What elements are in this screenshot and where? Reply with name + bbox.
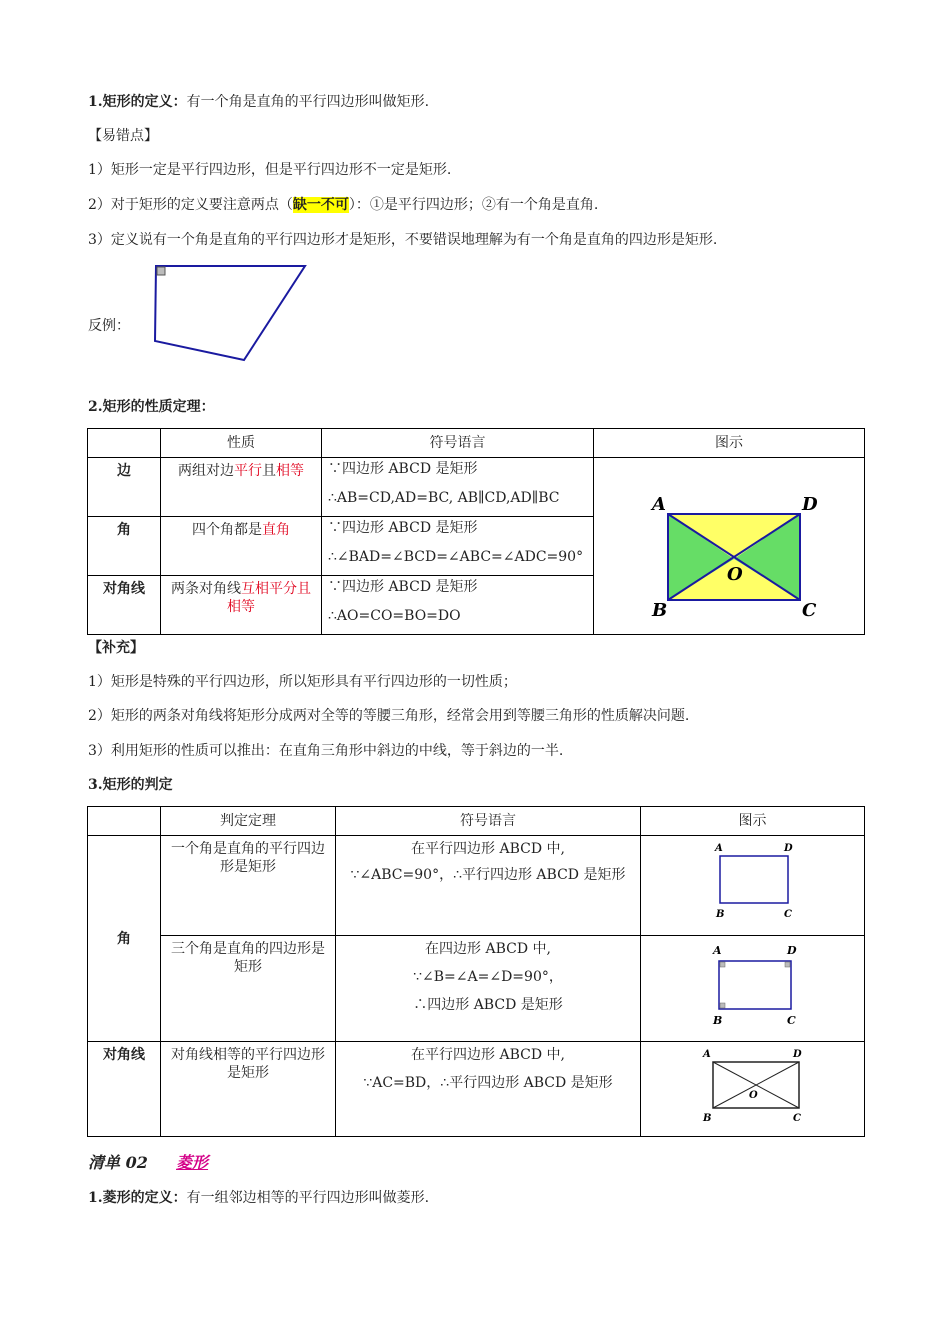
properties-header-blank	[88, 429, 161, 458]
criteria-2-sym-1: 在四边形 ABCD 中,	[425, 941, 551, 957]
criteria-1-symbol	[336, 836, 641, 936]
c3-label-c: C	[793, 1113, 801, 1124]
criteria-header-theorem: 判定定理	[161, 807, 336, 836]
c3-label-a: A	[703, 1049, 711, 1060]
side-prop-and: 且	[262, 463, 276, 479]
criteria-title: 3.矩形的判定	[88, 777, 173, 793]
criteria-2-figure-cell	[641, 936, 865, 1042]
error-point-3: 3）定义说有一个角是直角的平行四边形才是矩形，不要错误地理解为有一个角是直角的四边形是矩形.	[88, 232, 718, 248]
figure-label-c: C	[802, 600, 817, 621]
highlight-indispensable: 缺一不可	[292, 197, 349, 213]
diag-sym-1: ∵四边形 ABCD 是矩形	[328, 579, 478, 595]
supplement-3: 3）利用矩形的性质可以推出：在直角三角形中斜边的中线，等于斜边的一半.	[88, 743, 564, 759]
row-side-label: 边	[88, 458, 161, 517]
properties-table	[87, 428, 865, 635]
criteria-header-figure: 图示	[641, 807, 865, 836]
criteria-3-theorem: 对角线相等的平行四边形是矩形	[161, 1042, 336, 1137]
criteria-1-figure	[641, 836, 863, 932]
list-02-name: 菱形	[176, 1153, 209, 1172]
criteria-3-symbol	[336, 1042, 641, 1137]
diag-prop-b: 互相平分且相等	[227, 581, 311, 615]
criteria-1-sym-1: 在平行四边形 ABCD 中,	[411, 841, 565, 857]
error-point-2-post: ）：①是平行四边形；②有一个角是直角.	[348, 197, 599, 213]
error-point-2-pre: 2）对于矩形的定义要注意两点（	[88, 197, 293, 213]
row-diagonal-symbol	[322, 576, 594, 635]
criteria-3-sym-2: ∵AC=BD，∴平行四边形 ABCD 是矩形	[363, 1075, 613, 1091]
rect-definition-title: 1.矩形的定义：	[88, 94, 187, 110]
properties-header-property: 性质	[161, 429, 322, 458]
angle-sym-1: ∵四边形 ABCD 是矩形	[328, 520, 478, 536]
side-sym-2: ∴AB=CD,AD=BC, AB∥CD,AD∥BC	[328, 490, 560, 506]
rhombus-definition-title: 1.菱形的定义：	[88, 1190, 187, 1206]
rhombus-definition-text: 有一组邻边相等的平行四边形叫做菱形.	[186, 1190, 430, 1206]
c1-label-d: D	[784, 843, 793, 854]
supplement-1: 1）矩形是特殊的平行四边形，所以矩形具有平行四边形的一切性质；	[88, 674, 517, 690]
criteria-2-sym-2: ∵∠B=∠A=∠D=90°，	[413, 969, 563, 985]
counterexample-label: 反例：	[88, 318, 130, 334]
supplement-heading: 【补充】	[88, 640, 144, 656]
criteria-2-symbol	[336, 936, 641, 1042]
criteria-2-theorem: 三个角是直角的四边形是矩形	[161, 936, 336, 1042]
c3-label-d: D	[793, 1049, 802, 1060]
side-prop-equal: 相等	[276, 463, 304, 479]
criteria-diagonal-label: 对角线	[88, 1042, 161, 1137]
figure-label-o: O	[727, 564, 743, 585]
side-prop-parallel: 平行	[234, 463, 262, 479]
rectangle-diagonals-figure	[594, 460, 864, 632]
list-02-heading	[88, 1151, 208, 1175]
angle-sym-2: ∴∠BAD=∠BCD=∠ABC=∠ADC=90°	[328, 549, 584, 565]
properties-header-figure: 图示	[594, 429, 865, 458]
supplement-2: 2）矩形的两条对角线将矩形分成两对全等的等腰三角形，经常会用到等腰三角形的性质解决问题.	[88, 708, 690, 724]
error-points-heading: 【易错点】	[88, 128, 158, 144]
c3-label-o: O	[749, 1090, 758, 1101]
criteria-1-theorem: 一个角是直角的平行四边形是矩形	[161, 836, 336, 936]
figure-label-d: D	[802, 494, 818, 515]
criteria-table	[87, 806, 865, 1137]
criteria-3-figure	[641, 1042, 863, 1134]
c1-label-c: C	[784, 909, 792, 920]
list-02-prefix: 清单 02	[88, 1153, 148, 1172]
criteria-2-figure	[641, 936, 863, 1038]
c2-label-b: B	[713, 1014, 723, 1027]
criteria-header-symbol: 符号语言	[336, 807, 641, 836]
angle-prop-a: 四个角都是	[192, 522, 262, 538]
criteria-3-figure-cell	[641, 1042, 865, 1137]
figure-label-b: B	[652, 600, 668, 621]
criteria-1-figure-cell	[641, 836, 865, 936]
diag-prop-a: 两条对角线	[171, 581, 241, 597]
c2-label-d: D	[787, 944, 797, 957]
error-point-1: 1）矩形一定是平行四边形，但是平行四边形不一定是矩形.	[88, 162, 452, 178]
criteria-angle-label-text: 角	[117, 930, 131, 947]
rhombus-definition	[88, 1188, 429, 1208]
figure-label-a: A	[652, 494, 666, 515]
criteria-1-sym-2: ∵∠ABC=90°，∴平行四边形 ABCD 是矩形	[350, 867, 626, 883]
row-angle-property	[161, 517, 322, 576]
side-prop-a: 两组对边	[178, 463, 234, 479]
error-point-2	[88, 195, 598, 215]
angle-prop-right: 直角	[262, 522, 290, 538]
properties-title: 2.矩形的性质定理：	[88, 399, 215, 415]
properties-figure-cell	[594, 458, 865, 635]
c2-label-c: C	[787, 1014, 796, 1027]
c3-label-b: B	[703, 1113, 712, 1124]
rect-definition-text: 有一个角是直角的平行四边形叫做矩形.	[186, 94, 430, 110]
side-sym-1: ∵四边形 ABCD 是矩形	[328, 461, 478, 477]
c1-label-a: A	[715, 843, 723, 854]
criteria-3-sym-1: 在平行四边形 ABCD 中,	[411, 1047, 565, 1063]
row-side-symbol	[322, 458, 594, 517]
criteria-header-blank	[88, 807, 161, 836]
c1-label-b: B	[716, 909, 725, 920]
row-side-property	[161, 458, 322, 517]
criteria-angle-label	[88, 836, 161, 1042]
properties-header-symbol: 符号语言	[322, 429, 594, 458]
diag-sym-2: ∴AO=CO=BO=DO	[328, 608, 461, 624]
row-angle-label: 角	[88, 517, 161, 576]
c2-label-a: A	[713, 944, 722, 957]
criteria-2-sym-3: ∴四边形 ABCD 是矩形	[413, 997, 563, 1013]
rect-definition	[88, 92, 429, 112]
row-angle-symbol	[322, 517, 594, 576]
counterexample-figure	[148, 258, 313, 366]
row-diagonal-property	[161, 576, 322, 635]
row-diagonal-label: 对角线	[88, 576, 161, 635]
